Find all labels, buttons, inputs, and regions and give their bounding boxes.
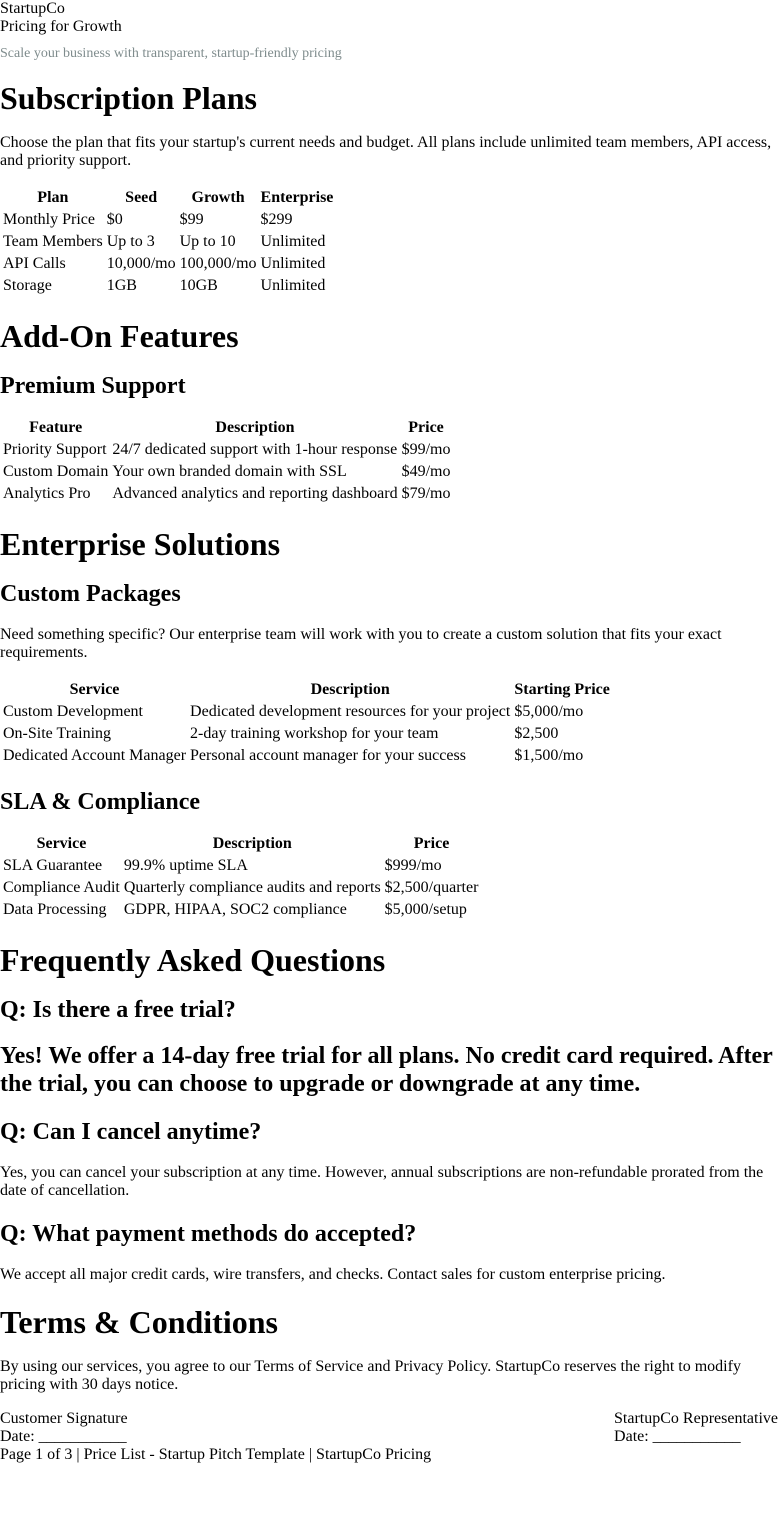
customer-signature <box>0 1410 128 1446</box>
column-header: Service <box>69 681 120 698</box>
table-cell: 100,000/mo <box>179 255 257 272</box>
column-header: Description <box>212 835 292 852</box>
custom-packages-table <box>0 678 613 768</box>
addons-table <box>0 416 453 506</box>
table-row <box>2 462 451 482</box>
custom-packages-title: Custom Packages <box>0 581 181 607</box>
table-cell: SLA Guarantee <box>3 857 103 874</box>
faq-answer-emphasized: Yes! We offer a 14-day free trial for all plans. No credit card required. After the trial, you can choose to upgrade or downgrade at any time. <box>0 1043 773 1097</box>
table-cell: Storage <box>3 277 52 294</box>
table-cell: Advanced analytics and reporting dashboard <box>112 485 398 502</box>
sla-table <box>0 832 481 922</box>
table-cell: 2-day training workshop for your team <box>190 725 439 742</box>
table-cell: Up to 10 <box>179 233 236 250</box>
table-header-row <box>2 834 479 854</box>
table-cell: $299 <box>260 211 293 228</box>
table-row <box>2 210 334 230</box>
enterprise-section <box>0 526 778 922</box>
faq-question: Q: Is there a free trial? <box>0 997 236 1023</box>
table-cell: API Calls <box>3 255 66 272</box>
terms-section <box>0 1304 778 1394</box>
customer-date-field: Date: ___________ <box>0 1428 127 1445</box>
table-cell: Unlimited <box>260 255 326 272</box>
addons-section <box>0 318 778 506</box>
terms-text: By using our services, you agree to our Terms of Service and Privacy Policy. StartupCo reserves the right to modify pricing with 30 days notice. <box>0 1358 741 1393</box>
table-cell: $0 <box>106 211 123 228</box>
terms-title: Terms & Conditions <box>0 1304 278 1340</box>
table-cell: Your own branded domain with SSL <box>112 463 347 480</box>
table-cell: Compliance Audit <box>3 879 120 896</box>
table-cell: Priority Support <box>3 441 107 458</box>
faq-answer: We accept all major credit cards, wire transfers, and checks. Contact sales for custom enterprise pricing. <box>0 1266 666 1283</box>
table-cell: Unlimited <box>260 277 326 294</box>
table-cell: $5,000/setup <box>384 901 467 918</box>
column-header: Growth <box>191 189 245 206</box>
table-cell: $49/mo <box>401 463 451 480</box>
table-row <box>2 746 611 766</box>
representative-date-field: Date: ___________ <box>614 1428 741 1445</box>
faq-section <box>0 942 778 1284</box>
table-cell: 99.9% uptime SLA <box>123 857 248 874</box>
faq-title: Frequently Asked Questions <box>0 942 386 978</box>
column-header: Feature <box>29 419 83 436</box>
table-cell: Analytics Pro <box>3 485 91 502</box>
table-cell: $99 <box>179 211 204 228</box>
table-cell: Monthly Price <box>3 211 95 228</box>
column-header: Service <box>36 835 87 852</box>
plans-table <box>0 186 336 298</box>
column-header: Plan <box>37 189 69 206</box>
table-cell: On-Site Training <box>3 725 112 742</box>
table-cell: Quarterly compliance audits and reports <box>123 879 381 896</box>
column-header: Starting Price <box>514 681 610 698</box>
table-row <box>2 232 334 252</box>
table-cell: Unlimited <box>260 233 326 250</box>
table-row <box>2 878 479 898</box>
table-cell: Team Members <box>3 233 103 250</box>
page-footer: Page 1 of 3 | Price List - Startup Pitch Template | StartupCo Pricing <box>0 1446 432 1463</box>
table-row <box>2 276 334 296</box>
enterprise-title: Enterprise Solutions <box>0 526 281 562</box>
subscription-intro: Choose the plan that fits your startup's current needs and budget. All plans include unlimited team members, API access, and priority support. <box>0 134 772 169</box>
table-row <box>2 254 334 274</box>
table-cell: Dedicated development resources for your project <box>190 703 511 720</box>
table-cell: $5,000/mo <box>514 703 584 720</box>
table-row <box>2 724 611 744</box>
table-cell: Custom Domain <box>3 463 109 480</box>
table-cell: Custom Development <box>3 703 143 720</box>
table-header-row <box>2 188 334 208</box>
company-name: StartupCo <box>0 0 65 17</box>
column-header: Description <box>215 419 295 436</box>
custom-packages-intro: Need something specific? Our enterprise team will work with you to create a custom solution that fits your exact requirements. <box>0 626 722 661</box>
faq-question: Q: What payment methods do accepted? <box>0 1221 417 1247</box>
table-cell: $99/mo <box>401 441 451 458</box>
column-header: Enterprise <box>260 189 334 206</box>
document-header <box>0 0 778 62</box>
table-cell: 10GB <box>179 277 218 294</box>
table-cell: 24/7 dedicated support with 1-hour response <box>112 441 398 458</box>
table-row <box>2 856 479 876</box>
table-row <box>2 440 451 460</box>
table-cell: 10,000/mo <box>106 255 176 272</box>
representative-signature-label: StartupCo Representative <box>614 1410 778 1427</box>
tagline: Pricing for Growth <box>0 18 122 35</box>
table-cell: Personal account manager for your success <box>190 747 466 764</box>
table-cell: $79/mo <box>401 485 451 502</box>
subscription-title: Subscription Plans <box>0 80 257 116</box>
representative-signature <box>614 1410 778 1446</box>
table-header-row <box>2 418 451 438</box>
signature-block <box>0 1410 778 1446</box>
column-header: Seed <box>125 189 158 206</box>
column-header: Price <box>413 835 450 852</box>
sla-title: SLA & Compliance <box>0 789 201 815</box>
table-cell: $2,500/quarter <box>384 879 479 896</box>
table-cell: $1,500/mo <box>514 747 584 764</box>
table-cell: $2,500 <box>514 725 559 742</box>
table-row <box>2 900 479 920</box>
faq-question: Q: Can I cancel anytime? <box>0 1119 262 1145</box>
faq-answer: Yes, you can cancel your subscription at any time. However, annual subscriptions are non-refundable prorated from the date of cancellation. <box>0 1164 764 1199</box>
subscription-section <box>0 80 778 298</box>
header-subtitle: Scale your business with transparent, startup-friendly pricing <box>0 46 342 61</box>
addons-subtitle: Premium Support <box>0 373 186 399</box>
table-cell: $999/mo <box>384 857 442 874</box>
table-cell: Up to 3 <box>106 233 155 250</box>
table-cell: 1GB <box>106 277 137 294</box>
addons-title: Add-On Features <box>0 318 239 354</box>
column-header: Description <box>310 681 390 698</box>
customer-signature-label: Customer Signature <box>0 1410 128 1427</box>
column-header: Price <box>408 419 444 436</box>
table-cell: Data Processing <box>3 901 107 918</box>
table-cell: GDPR, HIPAA, SOC2 compliance <box>123 901 347 918</box>
table-cell: Dedicated Account Manager <box>3 747 187 764</box>
table-row <box>2 702 611 722</box>
table-header-row <box>2 680 611 700</box>
table-row <box>2 484 451 504</box>
